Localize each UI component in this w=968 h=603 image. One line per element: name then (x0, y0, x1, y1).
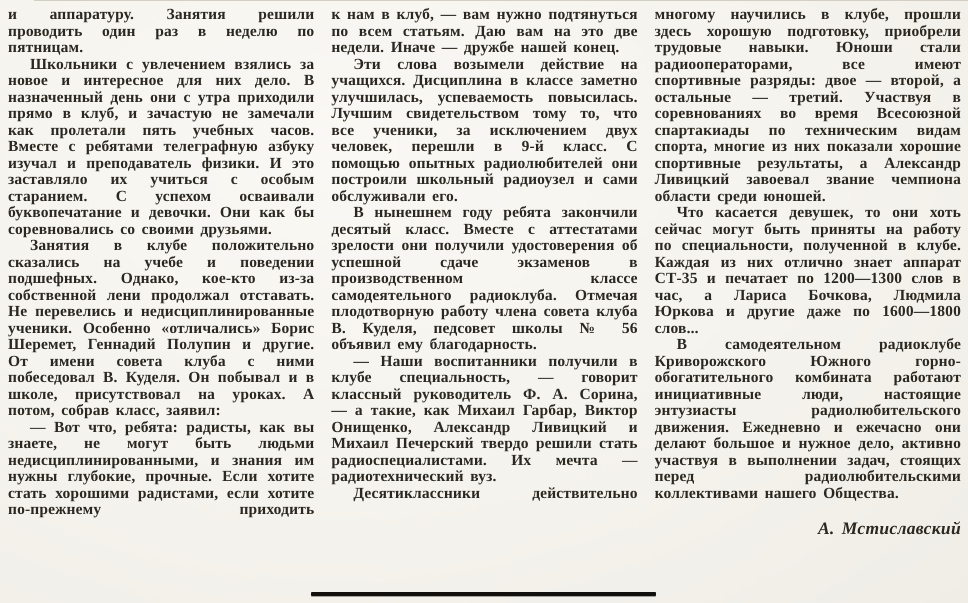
paragraph: Десятиклассники действительно (353, 484, 638, 502)
paragraph: и аппаратуру. Занятия решили проводить один раз в неделю по пятницам. (8, 6, 315, 56)
paragraph: Занятия в клубе положительно сказались на учебе и поведении подшефных. Однако, кое-кто из-за собственной лени продолжал отставать. Не перевелись и недисциплинированные ученики. Особенно «отличались» Борис Шеремет, Геннадий Полупин и другие. От имени совета клуба с ними побеседовал В. Куделя. Он побывал и в школе, присутствовал на уроках. А потом, собрав класс, заявил: (8, 237, 315, 419)
paragraph: Школьники с увлечением взялись за новое и интересное для них дело. В назначенный день они с утра приходили прямо в клуб, и зачастую не замечали как пролетали пять учебных часов. Вместе с ребятами телеграфную азбуку изучал и преподаватель физики. И это заставляло их учиться с особым старанием. С успехом осваивали буквопечатание и девочки. Они как бы соревновались со своими друзьями. (8, 55, 315, 238)
paragraph: — Вот что, ребята: радисты, как вы знаете, не могут быть людьми недисциплинированными, и знания им нужны глубокие, прочные. Если хотите стать хорошими радистами, если хотите по-прежнему приходить (8, 418, 315, 518)
article-column-2 (331, 7, 637, 537)
paragraph: В самодеятельном радиоклубе Криворожского Южного горно-обогатительного комбината работают инициативные люди, настоящие энтузиасты радиолюбительского движения. Ежедневно и ежечасно они делают большое и нужное дело, активно участвуя в выполнении задач, стоящих перед радиолюбительскими коллективами нашего Общества. (654, 336, 961, 502)
author-byline: А. Мстиславский (817, 518, 961, 538)
paragraph: многому научились в клубе, прошли здесь хорошую подготовку, приобрели трудовые навыки. Юноши стали радиооператорами, все имеют спортивные разряды: двое — второй, а остальные — третий. Участвуя в соревнованиях во время Всесоюзной спартакиады по техническим видам спорта, многие из них показали хорошие спортивные результаты, а Александр Ливицкий завоевал звание чемпиона области среди юношей. (654, 6, 961, 205)
article-columns (8, 7, 961, 537)
paragraph: Эти слова возымели действие на учащихся. Дисциплина в классе заметно улучшилась, успеваемость повысилась. Лучшим свидетельством тому то, что все ученики, за исключением двух человек, перешли в 9-й класс. С помощью опытных радиолюбителей они построили школьный радиоузел и сами обслуживали его. (331, 55, 638, 205)
article-column-3 (655, 7, 961, 537)
section-divider-rule (311, 592, 656, 596)
article-column-1 (8, 7, 314, 537)
paragraph: — Наши воспитанники получили в клубе специальность, — говорит классный руководитель Ф. А. Сорина, — а такие, как Михаил Гарбар, Виктор Онищенко, Александр Ливицкий и Михаил Печерский твердо решили стать радиоспециалистами. Их мечта — радиотехнический вуз. (331, 352, 638, 485)
paragraph: к нам в клуб, — вам нужно подтянуться по всем статьям. Даю вам на это две недели. Иначе — дружбе нашей конец. (331, 6, 638, 56)
paragraph: В нынешнем году ребята закончили десятый класс. Вместе с аттестатами зрелости они получили удостоверения об успешной сдаче экзаменов в производственном классе самодеятельного радиоклуба. Отмечая плодотворную работу члена совета клуба В. Куделя, педсовет школы № 56 объявил ему благодарность. (331, 204, 638, 353)
paragraph: Что касается девушек, то они хоть сейчас могут быть приняты на работу по специальности, полученной в клубе. Каждая из них отлично знает аппарат СТ-35 и печатает по 1200—1300 слов в час, а Лариса Бочкова, Людмила Юркова и другие даже по 1600—1800 слов... (654, 204, 961, 337)
page-edge-hairline (34, 0, 968, 1)
